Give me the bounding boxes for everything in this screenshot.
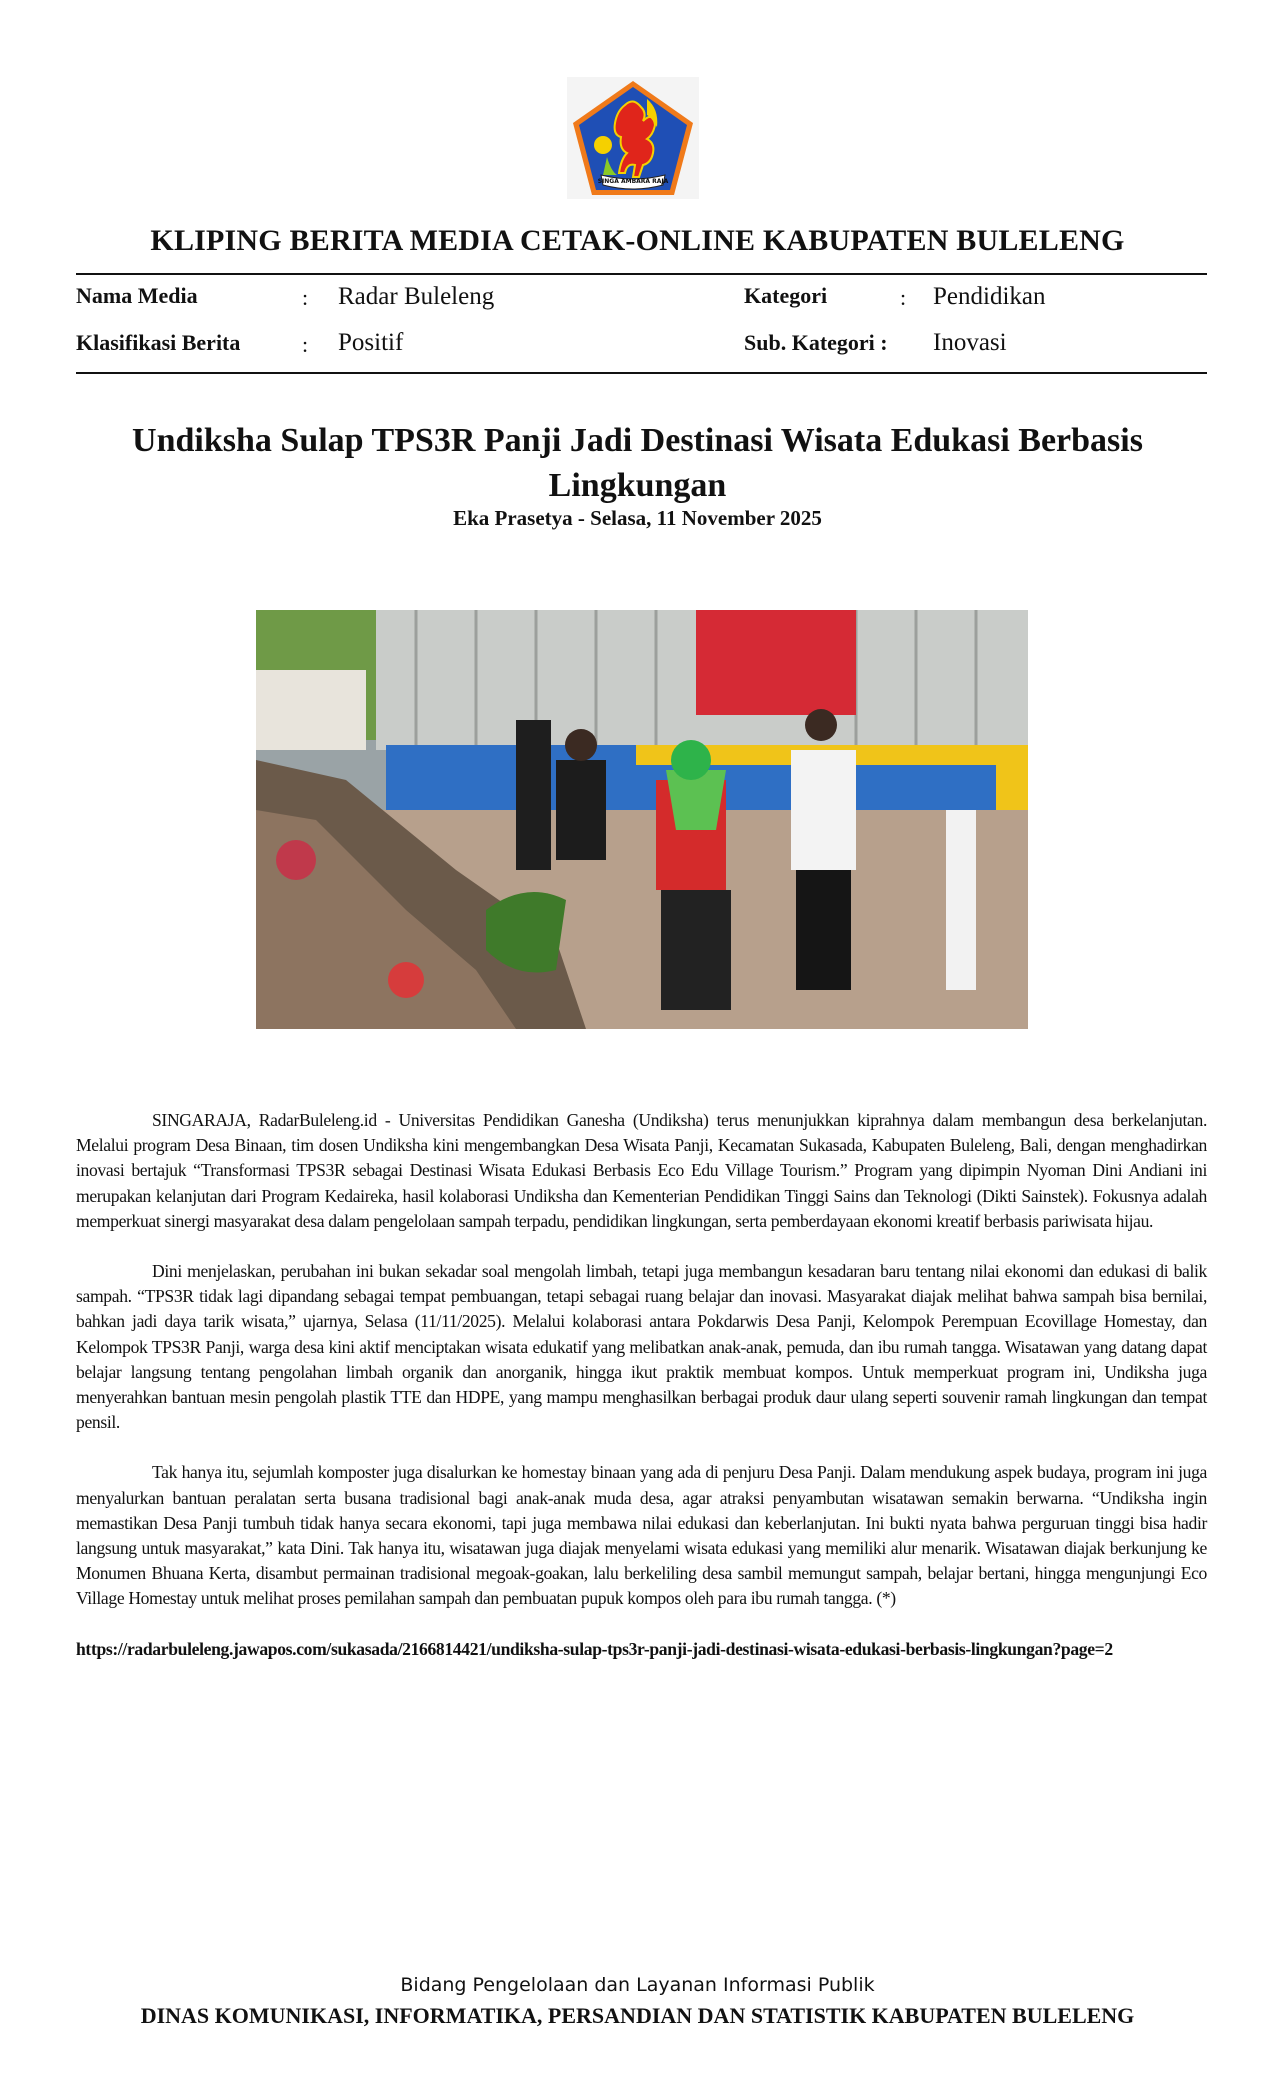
classification-label: Klasifikasi Berita [76, 330, 241, 355]
classification-value: Positif [338, 329, 404, 356]
category-label: Kategori [744, 283, 828, 308]
article-body [76, 1108, 1207, 1687]
article-paragraph: Tak hanya itu, sejumlah komposter juga disalurkan ke homestay binaan yang ada di penjuru Desa Panji. Dalam mendukung aspek budaya, program ini juga menyalurkan bantuan peralatan serta busana tradisional bagi anak-anak muda desa, agar atraksi penyambutan wisatawan semakin berwarna. “Undiksha ingin memastikan Desa Panji tumbuh tidak hanya secara ekonomi, tapi juga membawa nilai edukasi dan keberlanjutan. Ini bukti nyata bahwa perguruan tinggi bisa hadir langsung untuk masyarakat,” kata Dini. Tak hanya itu, wisatawan juga diajak menyelami wisata edukasi yang memiliki alur menarik. Wisatawan diajak berkunjung ke Monumen Bhuana Kerta, disambut permainan tradisional megoak-goakan, lalu berkeliling desa sambil memungut sampah, belajar bertani, hingga mengunjungi Eco Village Homestay untuk melihat proses pemilahan sampah dan pembuatan pupuk kompos oleh para ibu rumah tangga. (*) [76, 1462, 1207, 1609]
media-label: Nama Media [76, 283, 198, 308]
article-paragraph: SINGARAJA, RadarBuleleng.id - Universitas Pendidikan Ganesha (Undiksha) terus menunjukkan kiprahnya dalam membangun desa berkelanjutan. Melalui program Desa Binaan, tim dosen Undiksha kini mengembangkan Desa Wisata Panji, Kecamatan Sukasada, Kabupaten Buleleng, Bali, dengan menghadirkan inovasi bertajuk “Transformasi TPS3R sebagai Destinasi Wisata Edukasi Berbasis Eco Edu Village Tourism.” Program yang dipimpin Nyoman Dini Andiani ini merupakan kelanjutan dari Program Kedaireka, hasil kolaborasi Undiksha dan Kementerian Pendidikan Tinggi Sains dan Teknologi (Dikti Sainstek). Fokusnya adalah memperkuat sinergi masyarakat desa dalam pengelolaan sampah terpadu, pendidikan lingkungan, serta pemberdayaan ekonomi kreatif berbasis pariwisata hijau. [76, 1110, 1207, 1231]
media-value: Radar Buleleng [338, 283, 495, 310]
classification-colon: : [302, 332, 309, 357]
source-url-link[interactable]: https://radarbuleleng.jawapos.com/sukasada/2166814421/undiksha-sulap-tps3r-panji-jadi-destinasi-wisata-edukasi-berbasis-lingkungan?page=2 [76, 1638, 1113, 1659]
article-byline: Eka Prasetya - Selasa, 11 November 2025 [453, 506, 822, 530]
subcategory-value: Inovasi [933, 329, 1007, 356]
media-colon: : [302, 285, 309, 310]
footer-unit: Bidang Pengelolaan dan Layanan Informasi Publik [400, 1974, 875, 1996]
buleleng-regency-logo [567, 77, 699, 199]
article-photo [256, 610, 1028, 1029]
meta-divider [76, 372, 1207, 374]
subcategory-label: Sub. Kategori : [744, 330, 888, 355]
document-title: KLIPING BERITA MEDIA CETAK-ONLINE KABUPATEN BULELENG [150, 224, 1125, 257]
header-divider [76, 273, 1207, 275]
article-paragraph: Dini menjelaskan, perubahan ini bukan sekadar soal mengolah limbah, tetapi juga membangun kesadaran baru tentang nilai ekonomi dan edukasi di balik sampah. “TPS3R tidak lagi dipandang sebagai tempat pembuangan, tetapi sebagai ruang belajar dan inovasi. Masyarakat diajak melihat bahwa sampah bisa bernilai, bahkan jadi daya tarik wisata,” ujarnya, Selasa (11/11/2025). Melalui kolaborasi antara Pokdarwis Desa Panji, Kelompok Perempuan Ecovillage Homestay, dan Kelompok TPS3R Panji, warga desa kini aktif menciptakan wisata edukatif yang melibatkan anak-anak, pemuda, dan ibu rumah tangga. Wisatawan yang datang dapat belajar langsung tentang pengolahan limbah organik dan anorganik, hingga ikut praktik membuat kompos. Untuk memperkuat program ini, Undiksha juga menyerahkan bantuan mesin pengolah plastik TTE dan HDPE, yang mampu menghasilkan berbagai produk daur ulang seperti souvenir ramah lingkungan dan tempat pensil. [76, 1261, 1207, 1433]
article-headline: Undiksha Sulap TPS3R Panji Jadi Destinasi Wisata Edukasi Berbasis Lingkungan [132, 422, 1143, 504]
category-value: Pendidikan [933, 283, 1046, 310]
category-colon: : [900, 285, 907, 310]
footer-agency: DINAS KOMUNIKASI, INFORMATIKA, PERSANDIAN DAN STATISTIK KABUPATEN BULELENG [140, 2003, 1135, 2028]
logo-motto: SINGA AMBARA RAJA [597, 178, 669, 185]
